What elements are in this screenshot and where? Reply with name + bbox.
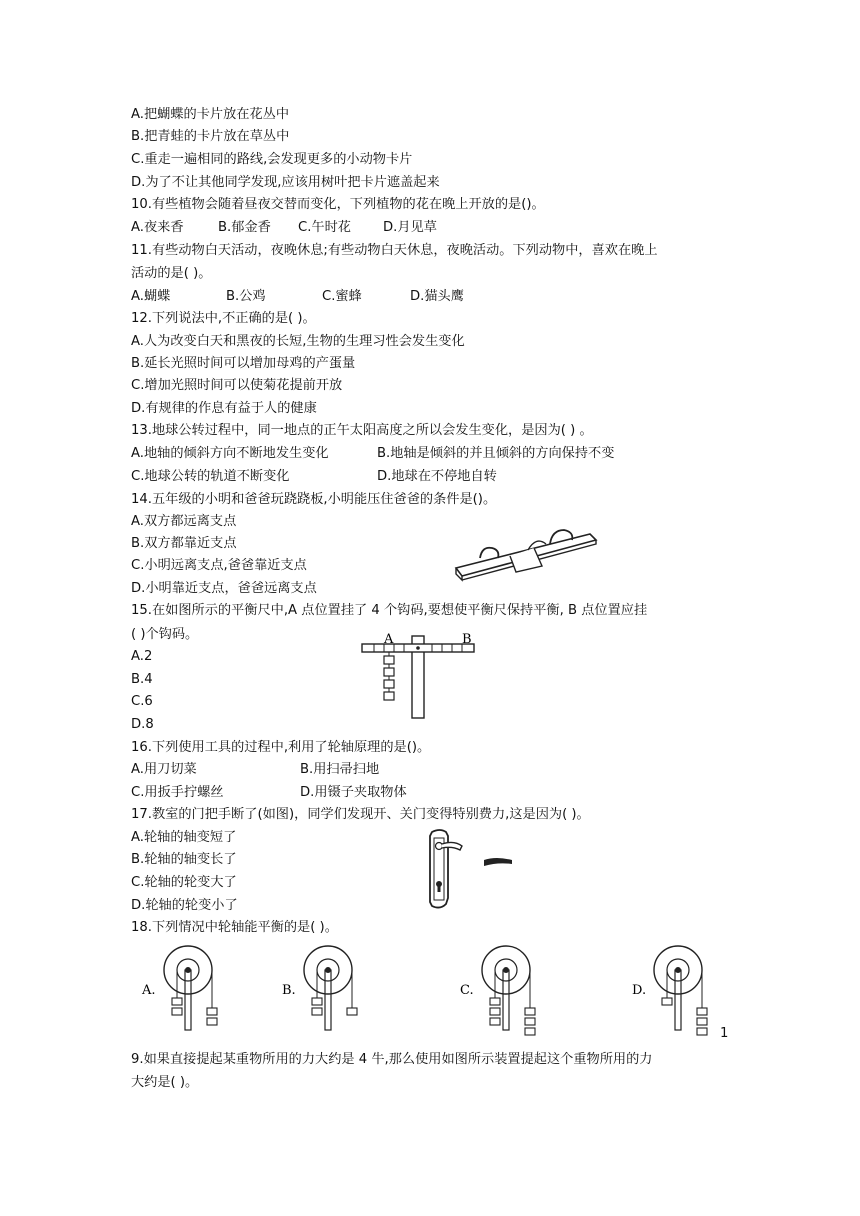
q17-option-a: A.轮轴的轴变短了: [131, 830, 237, 845]
wheel-axle-diagram: [460, 946, 535, 1035]
q17-option-c: C.轮轴的轮变大了: [131, 875, 237, 890]
q12-option-b: B.延长光照时间可以增加母鸡的产蛋量: [131, 356, 356, 371]
hook-weight: [384, 680, 394, 688]
q9-option-a: A.把蝴蝶的卡片放在花丛中: [131, 107, 290, 122]
q13-option-a: A.地轴的倾斜方向不断地发生变化: [131, 446, 329, 461]
q11-option-d: D.猫头鹰: [410, 289, 464, 304]
hook-weight: [384, 668, 394, 676]
wheel-axle-option-label: D.: [632, 983, 647, 998]
q19-stem-line1: 9.如果直接提起某重物所用的力大约是 4 牛,那么使用如图所示装置提起这个重物所用的力: [131, 1052, 653, 1067]
q11-option-c: C.蜜蜂: [322, 289, 362, 304]
q16-option-d: D.用镊子夹取物体: [300, 785, 407, 800]
wheel-axle-diagram: [282, 946, 357, 1030]
q15-option-c: C.6: [131, 694, 153, 709]
q15-stem-line1: 15.在如图所示的平衡尺中,A 点位置挂了 4 个钩码,要想使平衡尺保持平衡, B 点位置应挂: [131, 603, 648, 618]
q10-option-c: C.午时花: [298, 220, 351, 235]
q12-stem: 12.下列说法中,不正确的是( )。: [131, 311, 316, 326]
q15-option-d: D.8: [131, 717, 154, 732]
q16-option-a: A.用刀切菜: [131, 762, 197, 777]
q11-stem-line2: 活动的是( )。: [131, 266, 212, 281]
q16-option-b: B.用扫帚扫地: [300, 762, 380, 777]
wheel-axle-diagram: [632, 946, 707, 1035]
q10-stem: 10.有些植物会随着昼夜交替而变化，下列植物的花在晚上开放的是()。: [131, 197, 545, 212]
q14-option-d: D.小明靠近支点，爸爸远离支点: [131, 581, 317, 596]
q15-stem-line2: ( )个钩码。: [131, 627, 199, 642]
q11-stem-line1: 11.有些动物白天活动，夜晚休息;有些动物白天休息，夜晚活动。下列动物中，喜欢在晚上: [131, 243, 658, 258]
q11-option-b: B.公鸡: [226, 289, 266, 304]
q17-stem: 17.教室的门把手断了(如图)，同学们发现开、关门变得特别费力,这是因为( )。: [131, 807, 590, 822]
q14-option-c: C.小明远离支点,爸爸靠近支点: [131, 558, 307, 573]
page-number: 1: [720, 1026, 729, 1041]
q13-option-d: D.地球在不停地自转: [377, 469, 497, 484]
q17-option-d: D.轮轴的轮变小了: [131, 898, 238, 913]
q10-option-a: A.夜来香: [131, 220, 184, 235]
q9-option-d: D.为了不让其他同学发现,应该用树叶把卡片遮盖起来: [131, 175, 440, 190]
q10-option-b: B.郁金香: [218, 220, 271, 235]
hook-weight: [384, 692, 394, 700]
q12-option-a: A.人为改变白天和黑夜的长短,生物的生理习性会发生变化: [131, 334, 465, 349]
q13-option-c: C.地球公转的轨道不断变化: [131, 469, 290, 484]
wheel-axle-option-label: B.: [282, 983, 296, 998]
q14-stem: 14.五年级的小明和爸爸玩跷跷板,小明能压住爸爸的条件是()。: [131, 492, 497, 507]
wheel-axle-options-figure: [130, 942, 730, 1034]
wheel-axle-option-label: C.: [460, 983, 474, 998]
q16-stem: 16.下列使用工具的过程中,利用了轮轴原理的是()。: [131, 740, 431, 755]
q10-option-d: D.月见草: [383, 220, 437, 235]
balance-ruler-figure: [358, 632, 488, 720]
q15-option-b: B.4: [131, 672, 153, 687]
hook-weights-at-a: [384, 656, 394, 700]
ruler-label-a: A: [384, 632, 394, 647]
q13-option-b: B.地轴是倾斜的并且倾斜的方向保持不变: [377, 446, 615, 461]
q14-option-a: A.双方都远离支点: [131, 514, 237, 529]
q17-option-b: B.轮轴的轴变长了: [131, 852, 237, 867]
q9-option-b: B.把青蛙的卡片放在草丛中: [131, 129, 290, 144]
q16-option-c: C.用扳手拧螺丝: [131, 785, 224, 800]
q18-stem: 18.下列情况中轮轴能平衡的是( )。: [131, 920, 338, 935]
door-handle-figure: [420, 826, 520, 912]
q11-option-a: A.蝴蝶: [131, 289, 171, 304]
q14-option-b: B.双方都靠近支点: [131, 536, 237, 551]
q9-option-c: C.重走一遍相同的路线,会发现更多的小动物卡片: [131, 152, 413, 167]
q12-option-d: D.有规律的作息有益于人的健康: [131, 401, 317, 416]
q13-stem: 13.地球公转过程中，同一地点的正午太阳高度之所以会发生变化，是因为( ) 。: [131, 423, 593, 438]
seesaw-figure: [450, 518, 600, 590]
q19-stem-line2: 大约是( )。: [131, 1075, 199, 1090]
wheel-axle-option-label: A.: [142, 983, 156, 998]
hook-weight: [384, 656, 394, 664]
q15-option-a: A.2: [131, 649, 153, 664]
q12-option-c: C.增加光照时间可以使菊花提前开放: [131, 378, 343, 393]
wheel-axle-diagram: [141, 946, 217, 1030]
ruler-label-b: B: [462, 632, 472, 647]
